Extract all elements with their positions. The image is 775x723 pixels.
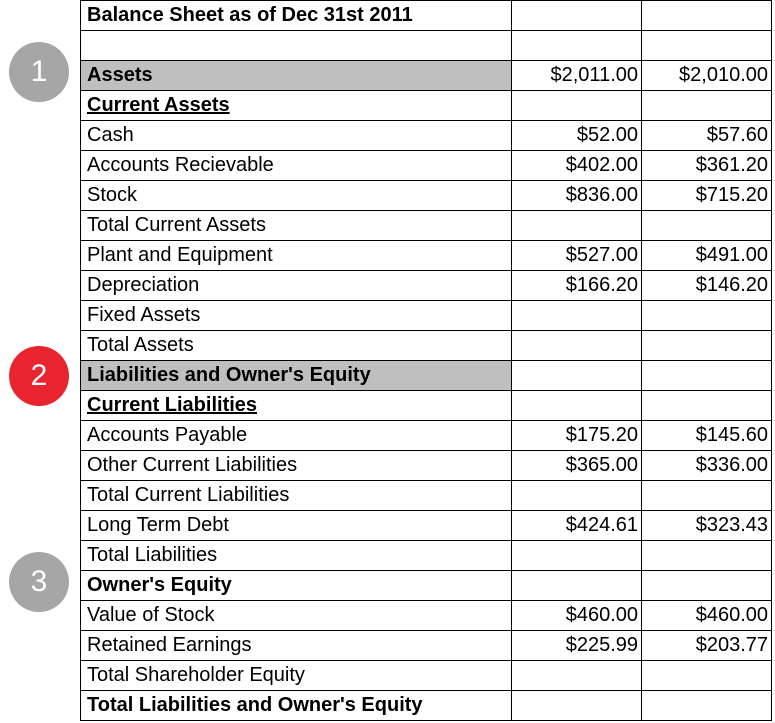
row-label-cell[interactable]: Value of Stock [81, 601, 512, 631]
table-row [81, 391, 772, 421]
balance-sheet-table [80, 0, 772, 721]
row-label-cell[interactable]: Total Assets [81, 331, 512, 361]
value-2010-cell[interactable] [642, 91, 772, 121]
table-row [81, 571, 772, 601]
value-2011-cell[interactable]: $175.20 [512, 421, 642, 451]
row-label-cell[interactable]: Liabilities and Owner's Equity [81, 361, 512, 391]
value-2011-cell[interactable] [512, 1, 642, 31]
table-row [81, 1, 772, 31]
table-row [81, 151, 772, 181]
row-label-cell[interactable]: Owner's Equity [81, 571, 512, 601]
row-label-cell[interactable]: Total Liabilities and Owner's Equity [81, 691, 512, 721]
value-2011-cell[interactable] [512, 541, 642, 571]
value-2011-cell[interactable]: $52.00 [512, 121, 642, 151]
value-2010-cell[interactable]: $57.60 [642, 121, 772, 151]
value-2011-cell[interactable]: $2,011.00 [512, 61, 642, 91]
row-label-cell[interactable]: Stock [81, 181, 512, 211]
table-row [81, 541, 772, 571]
row-label-cell[interactable]: Total Liabilities [81, 541, 512, 571]
row-label-cell[interactable]: Plant and Equipment [81, 241, 512, 271]
row-label-cell[interactable]: Accounts Payable [81, 421, 512, 451]
value-2011-cell[interactable]: $836.00 [512, 181, 642, 211]
row-label-cell[interactable]: Depreciation [81, 271, 512, 301]
value-2010-cell[interactable] [642, 331, 772, 361]
table-row [81, 61, 772, 91]
value-2010-cell[interactable] [642, 361, 772, 391]
table-row [81, 91, 772, 121]
table-row [81, 481, 772, 511]
row-label-cell[interactable]: Cash [81, 121, 512, 151]
value-2011-cell[interactable] [512, 691, 642, 721]
value-2011-cell[interactable]: $166.20 [512, 271, 642, 301]
value-2010-cell[interactable] [642, 211, 772, 241]
table-row [81, 511, 772, 541]
step-marker-3: 3 [9, 552, 69, 612]
value-2010-cell[interactable] [642, 391, 772, 421]
value-2011-cell[interactable]: $402.00 [512, 151, 642, 181]
row-label-cell[interactable]: Current Liabilities [81, 391, 512, 421]
value-2011-cell[interactable] [512, 391, 642, 421]
table-row [81, 691, 772, 721]
value-2010-cell[interactable]: $336.00 [642, 451, 772, 481]
row-label-cell[interactable]: Total Current Liabilities [81, 481, 512, 511]
value-2010-cell[interactable]: $715.20 [642, 181, 772, 211]
value-2011-cell[interactable] [512, 571, 642, 601]
value-2011-cell[interactable]: $460.00 [512, 601, 642, 631]
value-2010-cell[interactable] [642, 691, 772, 721]
row-label-cell[interactable]: Total Shareholder Equity [81, 661, 512, 691]
value-2011-cell[interactable]: $527.00 [512, 241, 642, 271]
row-label-cell[interactable]: Total Current Assets [81, 211, 512, 241]
row-label-cell[interactable]: Retained Earnings [81, 631, 512, 661]
value-2010-cell[interactable]: $323.43 [642, 511, 772, 541]
value-2010-cell[interactable]: $361.20 [642, 151, 772, 181]
table-row [81, 241, 772, 271]
value-2010-cell[interactable]: $145.60 [642, 421, 772, 451]
value-2011-cell[interactable] [512, 211, 642, 241]
value-2011-cell[interactable] [512, 31, 642, 61]
table-row [81, 271, 772, 301]
value-2010-cell[interactable] [642, 31, 772, 61]
table-row [81, 661, 772, 691]
value-2011-cell[interactable]: $365.00 [512, 451, 642, 481]
value-2010-cell[interactable]: $203.77 [642, 631, 772, 661]
value-2011-cell[interactable] [512, 91, 642, 121]
value-2010-cell[interactable]: $146.20 [642, 271, 772, 301]
table-row [81, 121, 772, 151]
value-2010-cell[interactable] [642, 481, 772, 511]
value-2010-cell[interactable] [642, 1, 772, 31]
value-2010-cell[interactable]: $2,010.00 [642, 61, 772, 91]
step-marker-1: 1 [9, 42, 69, 102]
table-row [81, 631, 772, 661]
value-2011-cell[interactable]: $225.99 [512, 631, 642, 661]
value-2011-cell[interactable]: $424.61 [512, 511, 642, 541]
value-2010-cell[interactable] [642, 571, 772, 601]
row-label-cell[interactable]: Current Assets [81, 91, 512, 121]
row-label-cell[interactable]: Other Current Liabilities [81, 451, 512, 481]
value-2010-cell[interactable] [642, 541, 772, 571]
row-label-cell[interactable]: Assets [81, 61, 512, 91]
value-2011-cell[interactable] [512, 661, 642, 691]
table-row [81, 421, 772, 451]
table-row [81, 181, 772, 211]
row-label-cell[interactable] [81, 31, 512, 61]
value-2010-cell[interactable]: $460.00 [642, 601, 772, 631]
row-label-cell[interactable]: Balance Sheet as of Dec 31st 2011 [81, 1, 512, 31]
table-row [81, 361, 772, 391]
value-2010-cell[interactable] [642, 661, 772, 691]
step-marker-2: 2 [9, 346, 69, 406]
row-label-cell[interactable]: Long Term Debt [81, 511, 512, 541]
row-label-cell[interactable]: Accounts Recievable [81, 151, 512, 181]
value-2010-cell[interactable]: $491.00 [642, 241, 772, 271]
value-2011-cell[interactable] [512, 361, 642, 391]
table-row [81, 211, 772, 241]
table-row [81, 301, 772, 331]
table-row [81, 331, 772, 361]
table-row [81, 451, 772, 481]
value-2011-cell[interactable] [512, 331, 642, 361]
table-row [81, 31, 772, 61]
table-row [81, 601, 772, 631]
value-2011-cell[interactable] [512, 481, 642, 511]
value-2011-cell[interactable] [512, 301, 642, 331]
row-label-cell[interactable]: Fixed Assets [81, 301, 512, 331]
value-2010-cell[interactable] [642, 301, 772, 331]
